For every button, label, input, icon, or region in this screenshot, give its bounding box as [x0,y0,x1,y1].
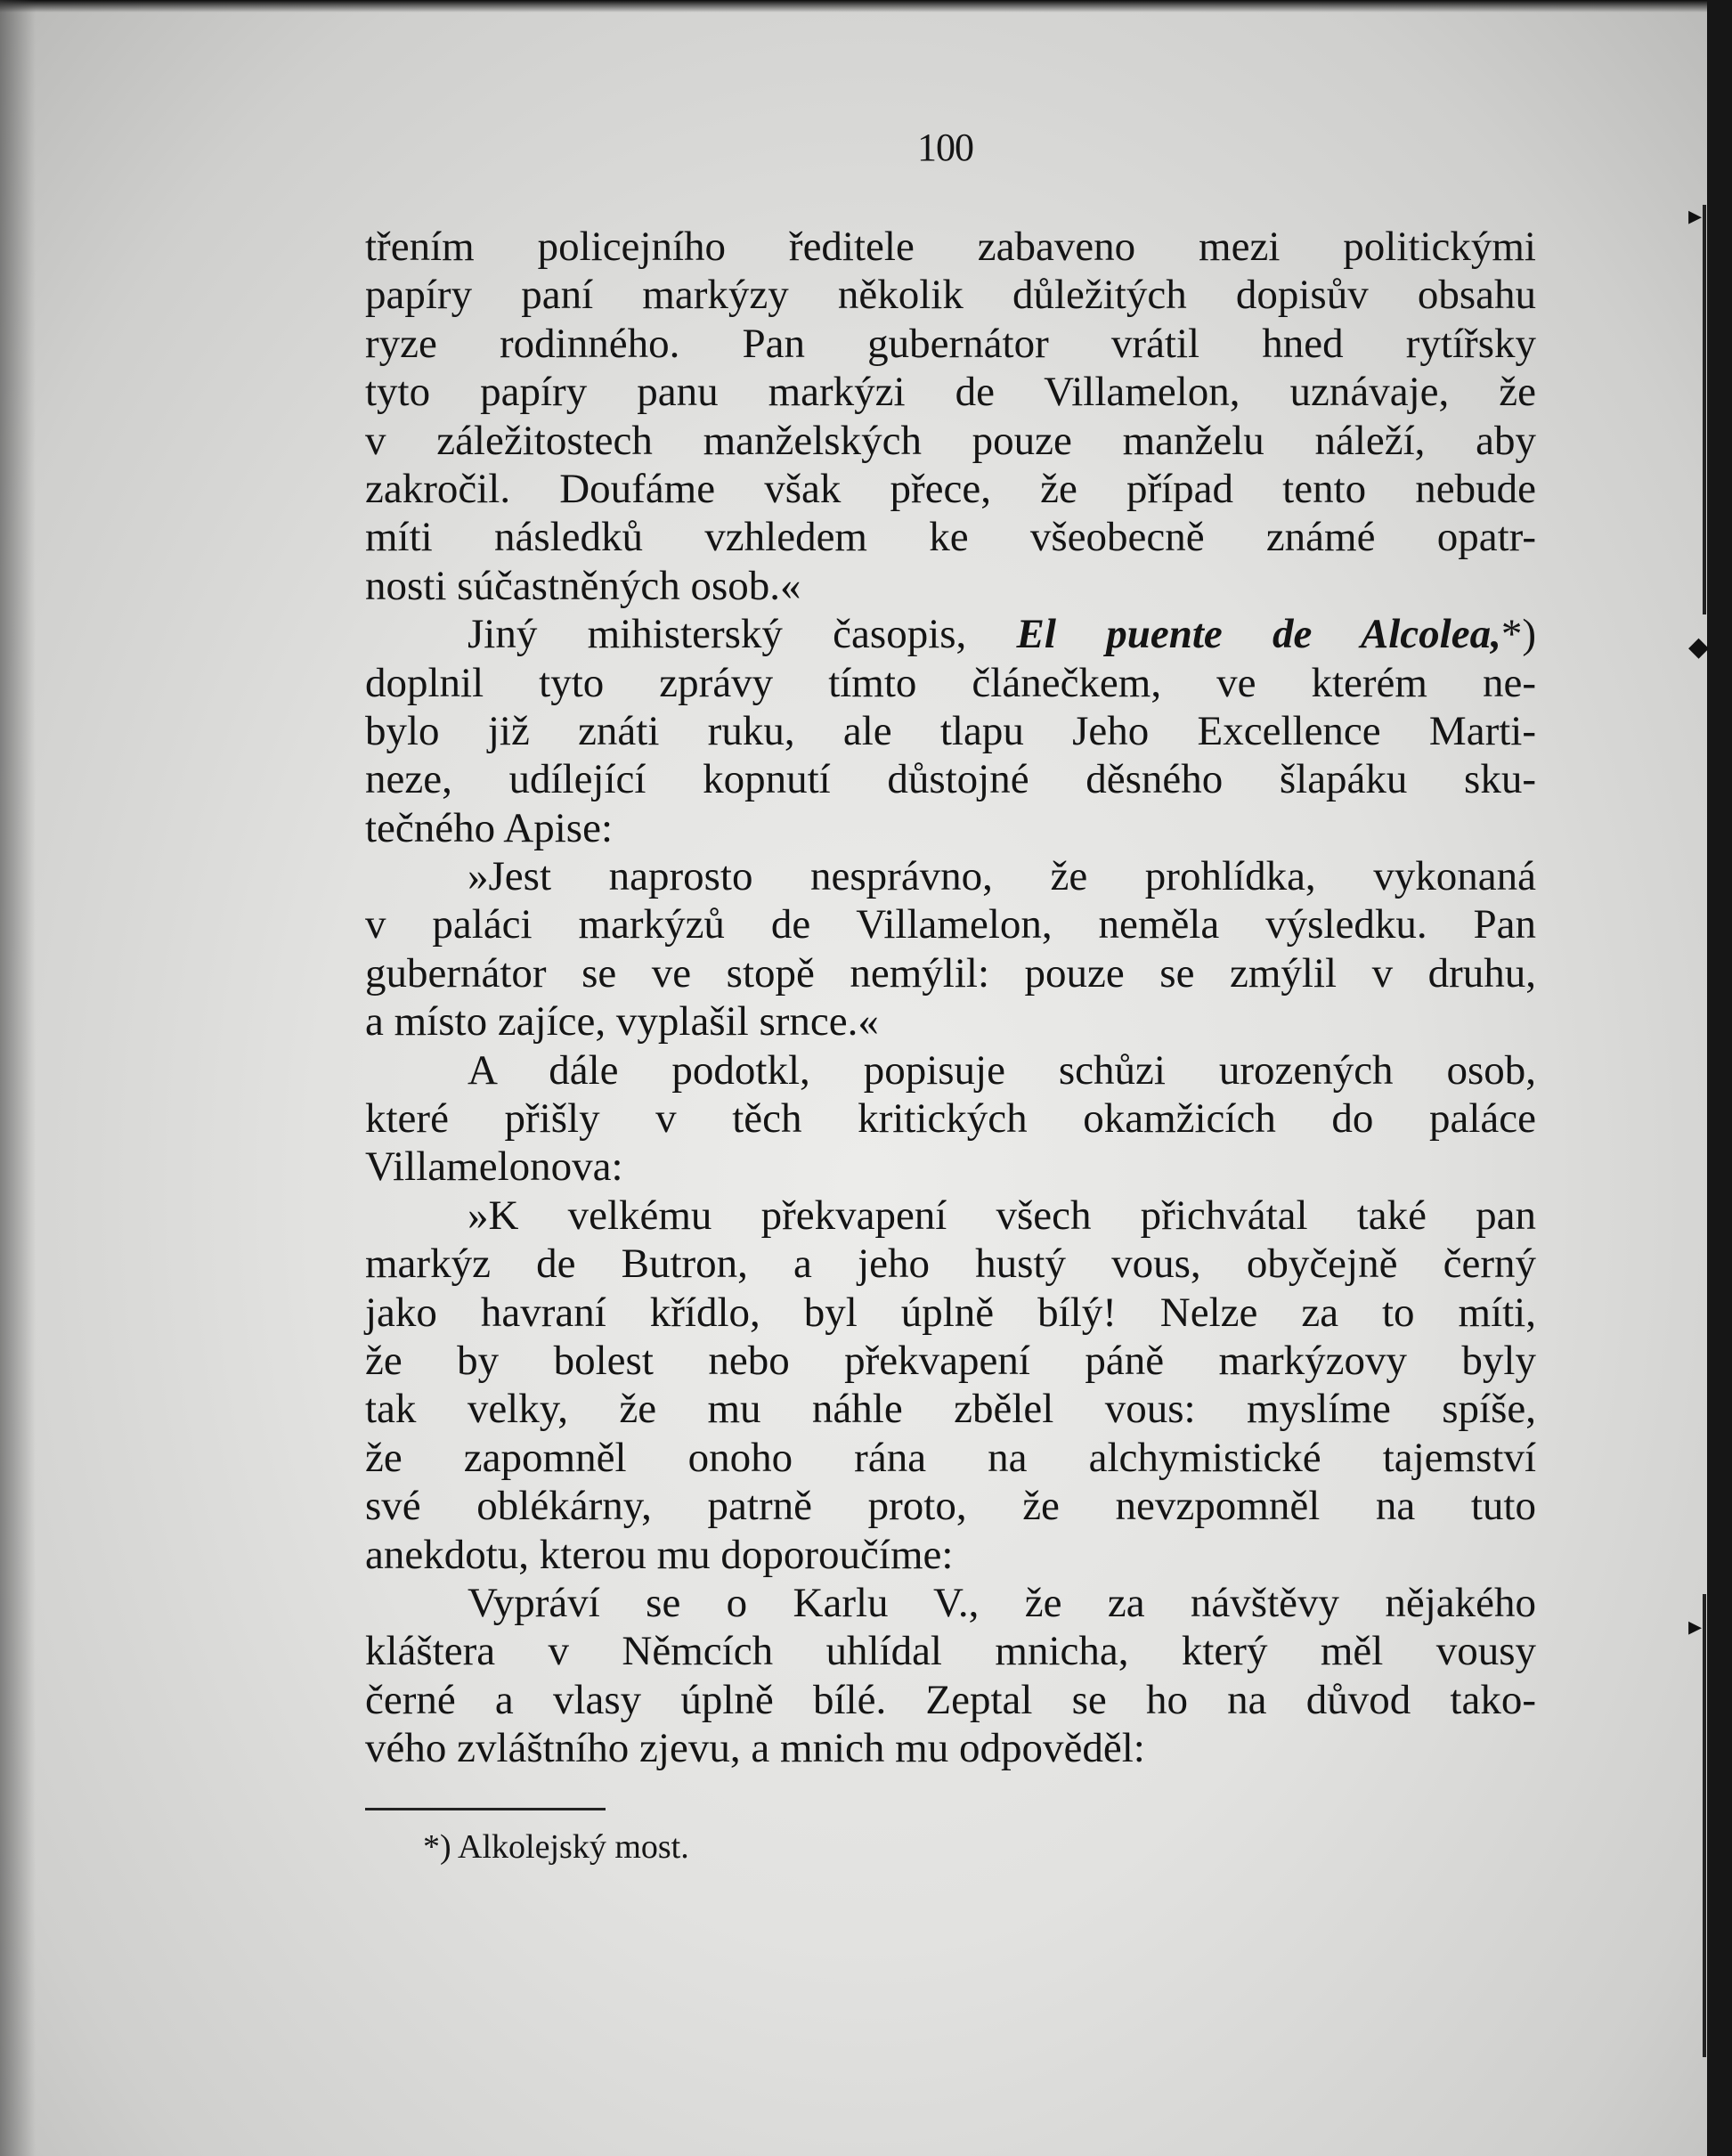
text-line: tak velky, že mu náhle zbělel vous: myslíme spíše, [365,1386,1536,1433]
text-line: vého zvláštního zjevu, a mnich mu odpověděl: [365,1725,1145,1772]
scan-left-shadow [0,0,36,2156]
text-line: třením policejního ředitele zabaveno mezi politickými [365,224,1536,270]
body-text [365,223,1536,1773]
scan-top-edge [0,0,1732,12]
binding-rule [1703,205,1706,614]
quote-start-line: »K velkému překvapení všech přichvátal také pan [468,1192,1536,1239]
line-text: Jiný mihisterský časopis, [468,611,1017,658]
edge-arrow-icon: ▸ [1688,200,1703,232]
quote-start-line: »Jest naprosto nesprávno, že prohlídka, vykonaná [468,853,1536,900]
scan-right-edge [1707,0,1732,2156]
text-line: markýz de Butron, a jeho hustý vous, obyčejně černý [365,1241,1536,1288]
footnote-marker: *) [1500,611,1536,658]
text-line: kláštera v Němcích uhlídal mnicha, který měl vousy [365,1628,1536,1675]
text-line: zakročil. Doufáme však přece, že případ tento nebude [365,465,1536,512]
footnote: *) Alkolejský most. [423,1828,689,1866]
text-line: černé a vlasy úplně bílé. Zeptal se ho na důvod tako- [365,1676,1536,1723]
text-line: míti následků vzhledem ke všeobecně známé opatr- [365,514,1536,561]
text-line: papíry paní markýzy několik důležitých dopisův obsahu [365,272,1536,319]
text-line: že by bolest nebo překvapení páně markýzovy byly [365,1337,1536,1384]
text-line: bylo již znáti ruku, ale tlapu Jeho Excellence Marti- [365,707,1536,754]
edge-arrow-icon: ▸ [1688,1611,1703,1642]
text-line: že zapomněl onoho rána na alchymistické tajemství [365,1434,1536,1481]
text-line: tečného Apise: [365,804,614,851]
text-line: doplnil tyto zprávy tímto článečkem, ve kterém ne- [365,659,1536,706]
text-line: tyto papíry panu markýzi de Villamelon, uznávaje, že [365,369,1536,416]
text-line: jako havraní křídlo, byl úplně bílý! Nelze za to míti, [365,1289,1536,1336]
page-number: 100 [917,126,973,169]
text-line: které přišly v těch kritických okamžicích do paláce [365,1095,1536,1143]
text-line: neze, udílející kopnutí důstojné děsného šlapáku sku- [365,756,1536,803]
text-line: své oblékárny, patrně proto, že nevzpomněl na tuto [365,1483,1536,1530]
edge-diamond-icon: ◆ [1688,631,1710,663]
footnote-divider [365,1808,606,1810]
text-line: v paláci markýzů de Villamelon, neměla výsledku. Pan [365,901,1536,948]
paragraph-start-line [365,610,1536,658]
text-line: v záležitostech manželských pouze manželu náleží, aby [365,417,1536,464]
text-line: a místo zajíce, vyplašil srnce.« [365,998,879,1045]
text-line: anekdotu, kterou mu doporoučíme: [365,1531,954,1578]
text-line: ryze rodinného. Pan gubernátor vrátil hned rytířsky [365,320,1536,367]
paragraph-start-line: Vypráví se o Karlu V., že za návštěvy nějakého [468,1579,1536,1626]
text-line: gubernátor se ve stopě nemýlil: pouze se zmýlil v druhu, [365,949,1536,997]
binding-rule [1703,1594,1706,2057]
text-line: Villamelonova: [365,1143,623,1191]
text-line: nosti súčastněných osob.« [365,562,801,609]
paragraph-start-line: A dále podotkl, popisuje schůzi urozených osob, [468,1046,1536,1094]
italic-title: El puente de Alcolea, [1016,611,1501,658]
